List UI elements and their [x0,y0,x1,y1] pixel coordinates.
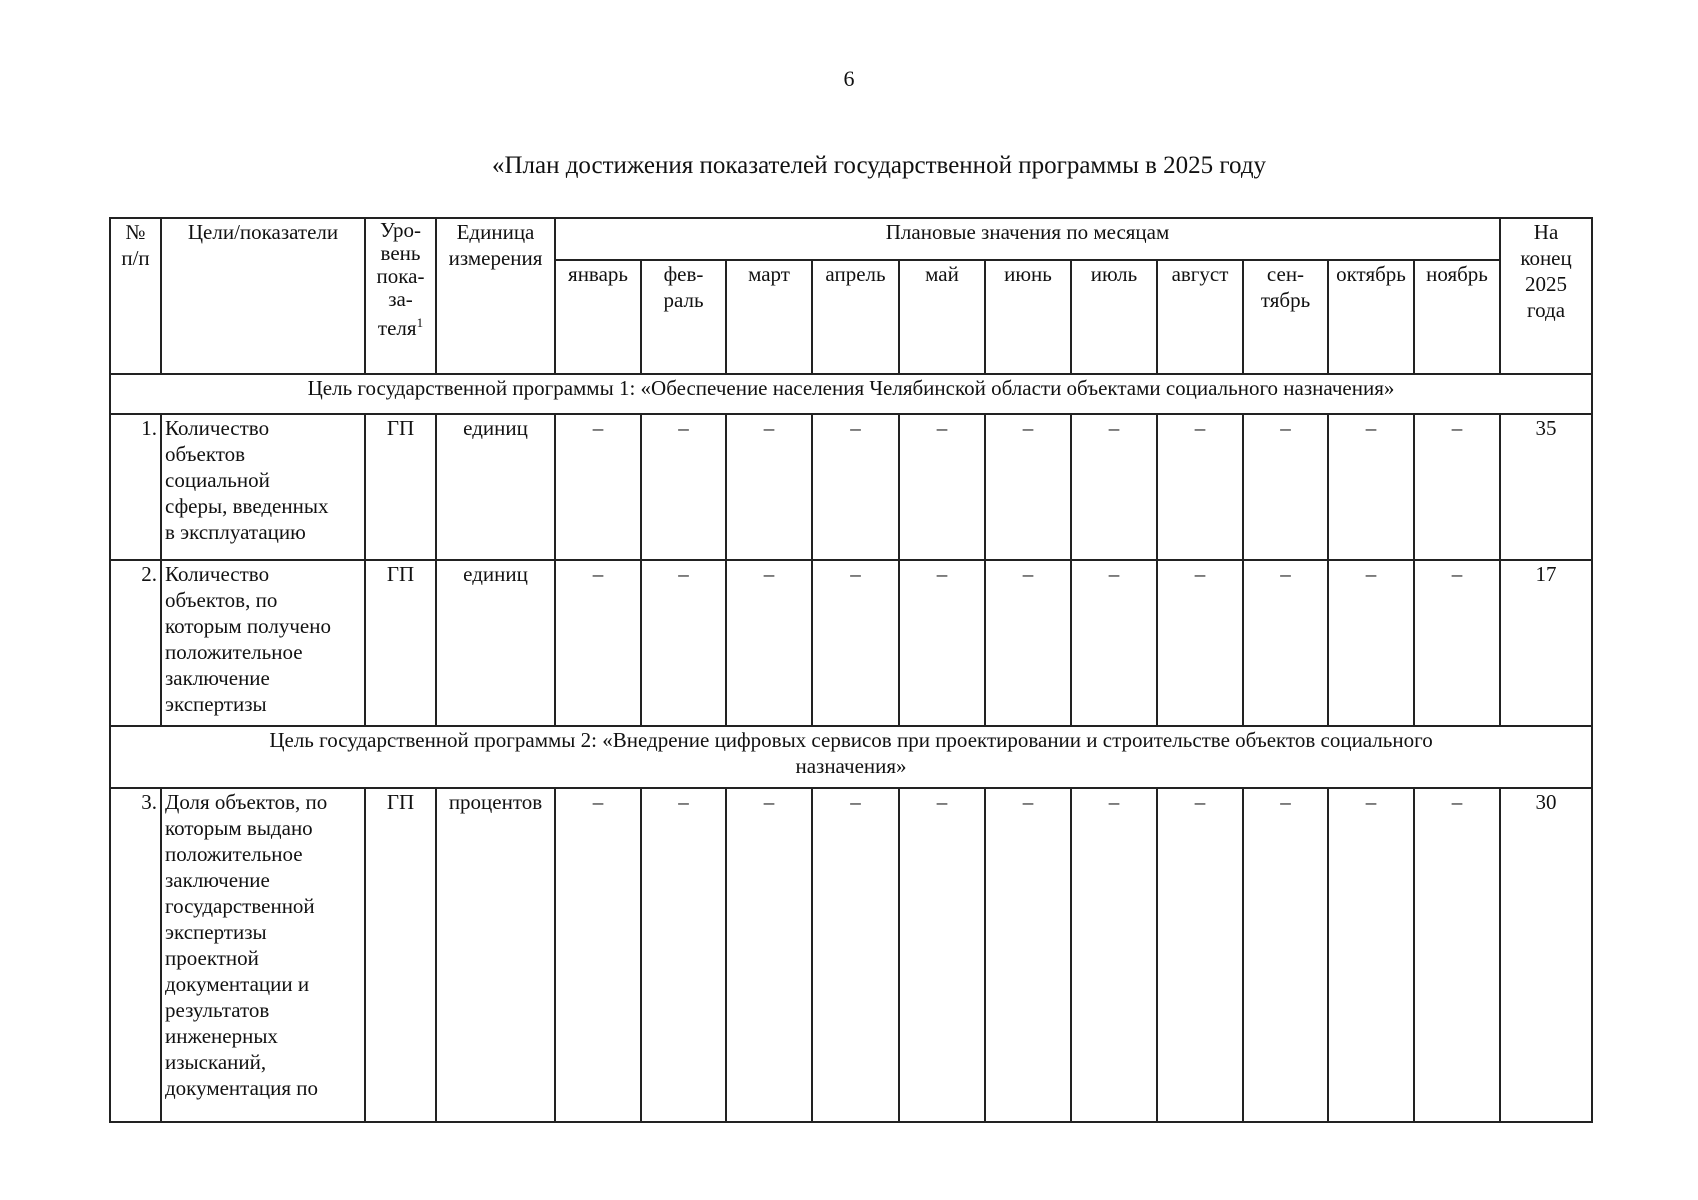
indicator-level: ГП [365,560,436,726]
monthly-value: – [555,414,641,560]
indicator-name: Количество объектов социальной сферы, введенных в эксплуатацию [161,414,365,560]
monthly-value: – [1328,414,1414,560]
header-month: фев- раль [641,260,726,374]
section-row-1 [110,374,1592,414]
header-month: июнь [985,260,1071,374]
header-month: январь [555,260,641,374]
monthly-value: – [1071,560,1157,726]
year-end-value: 30 [1500,788,1592,1122]
monthly-value: – [1414,414,1500,560]
table-row [110,788,1592,1122]
header-unit: Единица измерения [436,218,555,374]
year-end-value: 17 [1500,560,1592,726]
monthly-value: – [812,788,899,1122]
header-year-end: На конец 2025 года [1500,218,1592,374]
document-title: «План достижения показателей государственной программы в 2025 году [491,152,1267,179]
table-row [110,414,1592,560]
header-month: июль [1071,260,1157,374]
monthly-value: – [1243,788,1328,1122]
header-month: март [726,260,812,374]
page-number: 6 [843,66,855,91]
row-number: 3. [110,788,161,1122]
header-month: ноябрь [1414,260,1500,374]
monthly-value: – [812,414,899,560]
monthly-value: – [899,414,985,560]
header-goals: Цели/показатели [161,218,365,374]
monthly-value: – [1157,414,1243,560]
monthly-value: – [899,560,985,726]
monthly-value: – [899,788,985,1122]
plan-table [109,217,1593,1123]
monthly-value: – [1071,414,1157,560]
monthly-value: – [985,414,1071,560]
table-body [110,374,1592,1122]
year-end-value: 35 [1500,414,1592,560]
monthly-value: – [1157,560,1243,726]
indicator-name: Доля объектов, по которым выдано положительное заключение государственной экспертизы проектной документации и результатов инженерных изысканий, документация по [161,788,365,1122]
monthly-value: – [555,788,641,1122]
row-number: 1. [110,414,161,560]
monthly-value: – [555,560,641,726]
table-row [110,560,1592,726]
section-title-1: Цель государственной программы 1: «Обеспечение населения Челябинской области объектами социального назначения» [110,374,1592,414]
monthly-value: – [1071,788,1157,1122]
monthly-value: – [726,414,812,560]
header-month: май [899,260,985,374]
monthly-value: – [726,788,812,1122]
header-month: сен- тябрь [1243,260,1328,374]
monthly-value: – [726,560,812,726]
monthly-value: – [985,788,1071,1122]
indicator-unit: единиц [436,414,555,560]
row-number: 2. [110,560,161,726]
monthly-value: – [1243,560,1328,726]
monthly-value: – [1328,788,1414,1122]
monthly-value: – [1243,414,1328,560]
indicator-level: ГП [365,414,436,560]
monthly-value: – [641,560,726,726]
monthly-value: – [1414,560,1500,726]
monthly-value: – [641,788,726,1122]
monthly-value: – [985,560,1071,726]
section-row-2 [110,726,1592,788]
indicator-unit: процентов [436,788,555,1122]
monthly-value: – [812,560,899,726]
header-num: № п/п [110,218,161,374]
monthly-value: – [641,414,726,560]
monthly-value: – [1328,560,1414,726]
indicator-level: ГП [365,788,436,1122]
section-title-2: Цель государственной программы 2: «Внедрение цифровых сервисов при проектировании и строительстве объектов социального назначения» [110,726,1592,788]
monthly-value: – [1414,788,1500,1122]
indicator-name: Количество объектов, по которым получено положительное заключение экспертизы [161,560,365,726]
monthly-value: – [1157,788,1243,1122]
header-level: Уро- вень пока- за- теля$^1$ [365,218,436,374]
header-month: апрель [812,260,899,374]
header-monthly: Плановые значения по месяцам [555,218,1500,260]
indicator-unit: единиц [436,560,555,726]
header-month: август [1157,260,1243,374]
header-month: октябрь [1328,260,1414,374]
